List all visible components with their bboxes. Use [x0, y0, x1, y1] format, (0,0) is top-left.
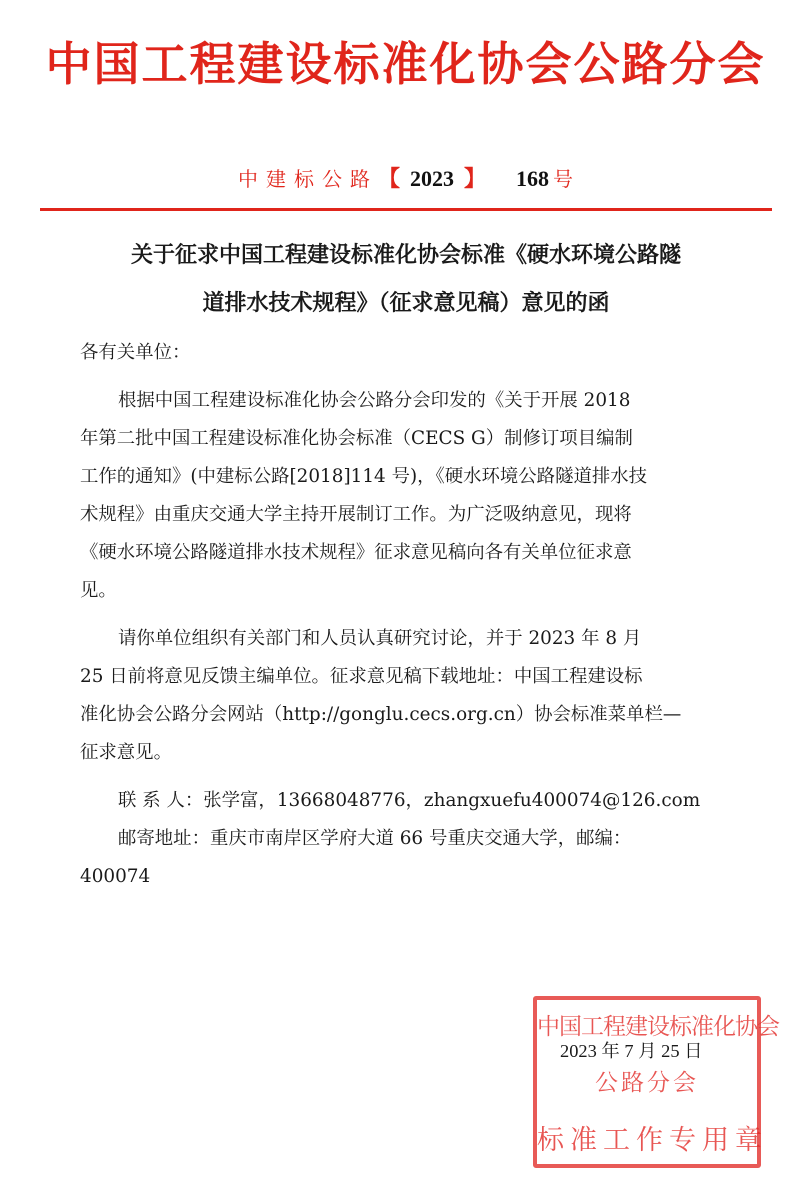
contact-person: 联 系 人：张学富，13668048776，zhangxuefu400074@126.com: [118, 790, 701, 811]
doc-number-seq: 168: [516, 166, 550, 191]
doc-number-prefix: 中建标公路: [237, 167, 378, 191]
paragraph-1: [80, 382, 732, 610]
seal-line-1: 中国工程建设标准化协会: [537, 1014, 779, 1040]
document-title: [40, 232, 772, 328]
seal-line-3: 标准工作专用章: [537, 1125, 768, 1156]
doc-number-year: 2023: [410, 166, 454, 191]
postal-code: 400074: [80, 866, 151, 887]
doc-number-suffix: 号: [553, 167, 574, 191]
salutation: 各有关单位：: [80, 342, 191, 363]
paragraph-line: 准化协会公路分会网站（http://gonglu.cecs.org.cn）协会标准菜单栏—: [80, 704, 682, 725]
title-line-1: 关于征求中国工程建设标准化协会标准《硬水环境公路隧: [130, 243, 681, 268]
paragraph-line: 工作的通知》(中建标公路[2018]114 号)，《硬水环境公路隧道排水技: [80, 466, 648, 487]
contact-block: [80, 782, 732, 896]
title-line-2: 道排水技术规程》（征求意见稿）意见的函: [202, 291, 610, 316]
issue-date: 2023 年 7 月 25 日: [560, 1041, 703, 1061]
official-seal: [533, 996, 779, 1168]
document-number: [0, 162, 811, 198]
paragraph-line: 25 日前将意见反馈主编单位。征求意见稿下载地址：中国工程建设标: [80, 666, 643, 687]
paragraph-line: 年第二批中国工程建设标准化协会标准（CECS G）制修订项目编制: [80, 428, 633, 449]
doc-number-open-bracket: 【: [377, 167, 400, 192]
paragraph-line: 术规程》由重庆交通大学主持开展制订工作。为广泛吸纳意见，现将: [80, 504, 632, 525]
paragraph-line: 征求意见。: [80, 742, 172, 763]
letterhead-title: 中国工程建设标准化协会公路分会: [45, 37, 766, 91]
red-divider: [40, 208, 772, 211]
paragraph-2: [80, 620, 732, 772]
document-body: [80, 334, 732, 896]
paragraph-line: 请你单位组织有关部门和人员认真研究讨论，并于 2023 年 8 月: [118, 628, 642, 649]
mailing-address: 邮寄地址：重庆市南岸区学府大道 66 号重庆交通大学，邮编：: [118, 828, 632, 849]
paragraph-line: 见。: [80, 580, 117, 601]
paragraph-line: 《硬水环境公路隧道排水技术规程》征求意见稿向各有关单位征求意: [80, 542, 632, 563]
paragraph-line: 根据中国工程建设标准化协会公路分会印发的《关于开展 2018: [118, 390, 631, 411]
seal-line-2: 公路分会: [595, 1070, 699, 1096]
doc-number-close-bracket: 】: [464, 167, 487, 192]
